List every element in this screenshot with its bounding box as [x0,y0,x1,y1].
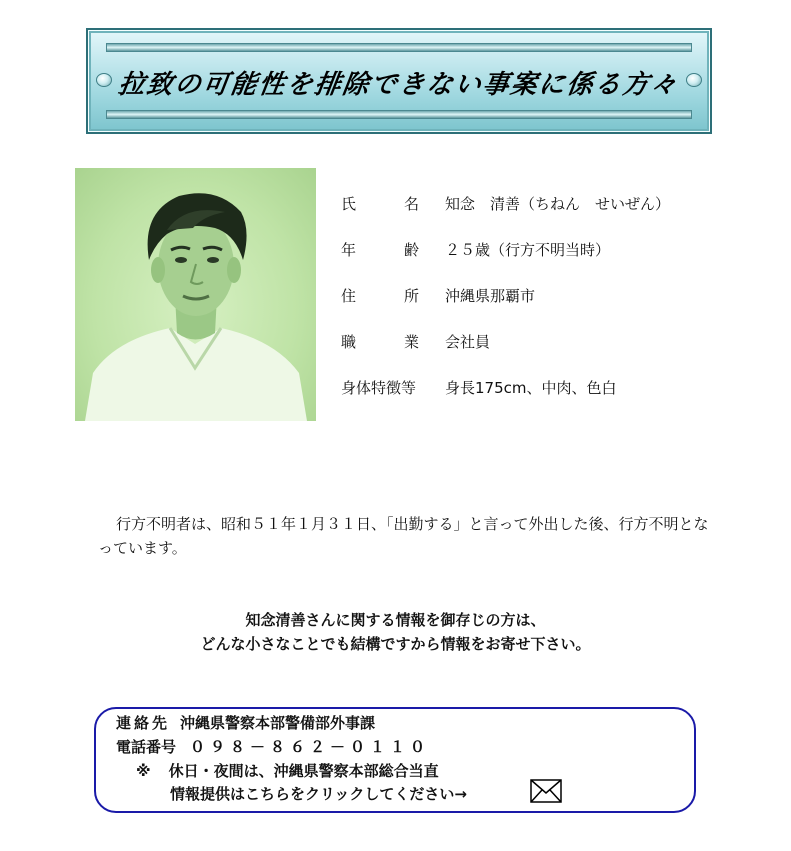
contact-note: 休日・夜間は、沖縄県警察本部総合当直 [168,762,439,780]
information-request [0,608,791,656]
profile-label-job: 職 業 [341,333,419,351]
profile-value-address: 沖縄県那覇市 [445,287,536,305]
profile-row-job [341,332,670,378]
contact-note-row [136,761,439,781]
profile-row-name [341,194,670,240]
profile-value-name: 知念 清善（ちねん せいぜん） [445,195,671,213]
profile-row-age [341,240,670,286]
envelope-icon[interactable] [530,779,562,803]
profile-label-name: 氏 名 [341,195,419,213]
profile-row-address [341,286,670,332]
contact-phone-label: 電話番号 [116,738,177,756]
request-line-2: どんな小さなことでも結構ですから情報をお寄せ下さい。 [200,635,591,653]
title-plate [86,28,712,134]
request-line-1: 知念清善さんに関する情報を御存じの方は、 [245,611,546,629]
note-mark: ※ [136,762,151,780]
profile-label-features: 身体特徴等 [341,379,417,397]
plate-bar-bottom [106,110,692,119]
disappearance-statement: 行方不明者は、昭和５１年１月３１日、「出勤する」と言って外出した後、行方不明となっています。 [98,515,709,557]
page-title: 拉致の可能性を排除できない事案に係る方々 [116,70,681,100]
plate-bolt-left-icon [96,73,112,87]
profile-row-features [341,378,670,424]
profile-value-job: 会社員 [445,333,491,351]
missing-person-photo [75,168,316,421]
profile-list [341,194,670,424]
profile-label-address: 住 所 [341,287,419,305]
profile-value-age: ２５歳（行方不明当時） [445,241,611,259]
profile-label-age: 年 齢 [341,241,419,259]
contact-phone-row [116,737,430,757]
contact-office-row [116,713,375,733]
plate-bar-top [106,43,692,52]
profile-value-features: 身長175cm、中肉、色白 [445,379,617,397]
contact-box [94,707,696,813]
contact-office: 沖縄県警察本部警備部外事課 [180,714,376,732]
contact-link-text[interactable]: 情報提供はこちらをクリックしてください→ [170,785,467,803]
contact-office-label: 連絡先 [116,714,171,732]
contact-phone: ０９８－８６２－０１１０ [190,738,431,756]
plate-bolt-right-icon [686,73,702,87]
